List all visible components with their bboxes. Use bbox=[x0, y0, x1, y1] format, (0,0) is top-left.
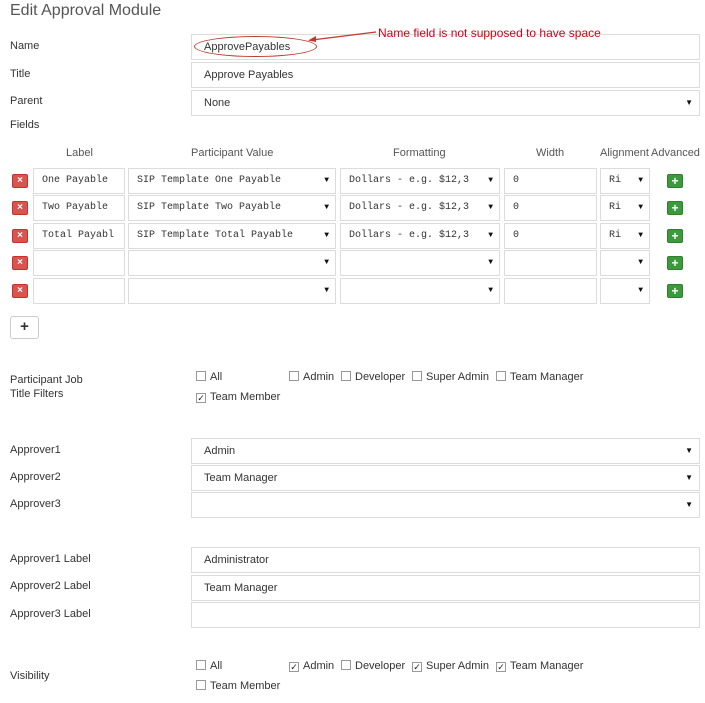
row-alignment-value: Ri bbox=[609, 230, 622, 241]
approver1-label-label: Approver1 Label bbox=[10, 553, 91, 565]
chevron-down-icon: ▼ bbox=[685, 446, 693, 455]
row-formatting-value: Dollars - e.g. $12,3 bbox=[349, 175, 470, 186]
row-formatting-select[interactable] bbox=[340, 195, 500, 221]
delete-row-button[interactable] bbox=[12, 174, 28, 188]
row-participant-select[interactable] bbox=[128, 168, 336, 194]
chevron-down-icon: ▼ bbox=[488, 258, 493, 267]
chevron-down-icon: ▼ bbox=[488, 176, 493, 185]
filter-option-label: Team Manager bbox=[510, 371, 584, 383]
row-formatting-select[interactable] bbox=[340, 168, 500, 194]
name-input[interactable]: ApprovePayables bbox=[191, 34, 700, 60]
filter-option-label: Admin bbox=[303, 371, 335, 383]
col-header-formatting: Formatting bbox=[393, 147, 446, 159]
row-alignment-select[interactable] bbox=[600, 250, 650, 276]
name-label: Name bbox=[10, 40, 40, 52]
filter-option-label: All bbox=[210, 371, 223, 383]
plus-icon: + bbox=[671, 284, 679, 298]
chevron-down-icon: ▼ bbox=[638, 176, 643, 185]
approver1-select[interactable] bbox=[191, 438, 700, 464]
approver2-label-label: Approver2 Label bbox=[10, 580, 91, 592]
x-icon: × bbox=[17, 257, 23, 268]
approver2-select[interactable] bbox=[191, 465, 700, 491]
parent-label: Parent bbox=[10, 95, 43, 107]
chevron-down-icon: ▼ bbox=[638, 231, 643, 240]
filter-checkbox-developer[interactable] bbox=[341, 371, 405, 383]
chevron-down-icon: ▼ bbox=[488, 286, 493, 295]
x-icon: × bbox=[17, 285, 23, 296]
advanced-button[interactable] bbox=[667, 201, 683, 215]
annotation-text: Name field is not supposed to have space bbox=[378, 26, 601, 40]
row-label-input[interactable]: Total Payabl bbox=[33, 223, 125, 249]
chevron-down-icon: ▼ bbox=[638, 258, 643, 267]
filter-checkbox-team-member[interactable] bbox=[196, 391, 280, 403]
approver2-label-input[interactable]: Team Manager bbox=[191, 575, 700, 601]
row-label-input[interactable] bbox=[33, 250, 125, 276]
visibility-checkbox-super-admin[interactable] bbox=[412, 660, 489, 672]
delete-row-button[interactable] bbox=[12, 229, 28, 243]
visibility-option-label: All bbox=[210, 660, 223, 672]
row-participant-value: SIP Template Two Payable bbox=[137, 202, 282, 213]
parent-select[interactable] bbox=[191, 90, 700, 116]
row-participant-select[interactable] bbox=[128, 250, 336, 276]
title-label: Title bbox=[10, 68, 31, 80]
visibility-option-label: Super Admin bbox=[426, 660, 489, 672]
plus-icon: + bbox=[671, 174, 679, 188]
row-alignment-select[interactable] bbox=[600, 223, 650, 249]
title-input[interactable]: Approve Payables bbox=[191, 62, 700, 88]
advanced-button[interactable] bbox=[667, 174, 683, 188]
advanced-button[interactable] bbox=[667, 229, 683, 243]
row-participant-select[interactable] bbox=[128, 278, 336, 304]
checkbox-unchecked-icon bbox=[341, 660, 351, 670]
advanced-button[interactable] bbox=[667, 256, 683, 270]
filter-option-label: Super Admin bbox=[426, 371, 489, 383]
chevron-down-icon: ▼ bbox=[685, 473, 693, 482]
chevron-down-icon: ▼ bbox=[685, 500, 693, 509]
approver3-label: Approver3 bbox=[10, 498, 61, 510]
row-formatting-value: Dollars - e.g. $12,3 bbox=[349, 202, 470, 213]
col-header-label: Label bbox=[66, 147, 93, 159]
checkbox-unchecked-icon bbox=[196, 371, 206, 381]
delete-row-button[interactable] bbox=[12, 201, 28, 215]
filter-checkbox-admin[interactable] bbox=[289, 371, 334, 383]
chevron-down-icon: ▼ bbox=[488, 203, 493, 212]
row-participant-value: SIP Template One Payable bbox=[137, 175, 282, 186]
filter-checkbox-all[interactable] bbox=[196, 371, 222, 383]
row-formatting-select[interactable] bbox=[340, 223, 500, 249]
participant-filters-label-line2: Title Filters bbox=[10, 388, 64, 400]
x-icon: × bbox=[17, 202, 23, 213]
approver1-label: Approver1 bbox=[10, 444, 61, 456]
checkbox-unchecked-icon bbox=[196, 660, 206, 670]
row-alignment-value: Ri bbox=[609, 202, 622, 213]
row-participant-value: SIP Template Total Payable bbox=[137, 230, 294, 241]
visibility-option-label: Team Member bbox=[210, 680, 281, 692]
row-width-input[interactable]: 0 bbox=[504, 168, 597, 194]
x-icon: × bbox=[17, 175, 23, 186]
row-width-input[interactable]: 0 bbox=[504, 195, 597, 221]
col-header-participant-value: Participant Value bbox=[191, 147, 274, 159]
row-alignment-select[interactable] bbox=[600, 168, 650, 194]
parent-select-value: None bbox=[204, 97, 231, 109]
visibility-option-label: Team Manager bbox=[510, 660, 584, 672]
plus-icon: + bbox=[671, 201, 679, 215]
checkbox-unchecked-icon bbox=[412, 371, 422, 381]
chevron-down-icon: ▼ bbox=[324, 286, 329, 295]
advanced-button[interactable] bbox=[667, 284, 683, 298]
col-header-alignment: Alignment bbox=[600, 147, 649, 159]
x-icon: × bbox=[17, 230, 23, 241]
approver2-value: Team Manager bbox=[204, 472, 278, 484]
checkbox-checked-icon: ✓ bbox=[497, 662, 505, 672]
chevron-down-icon: ▼ bbox=[324, 203, 329, 212]
row-label-input[interactable]: One Payable bbox=[33, 168, 125, 194]
visibility-option-label: Admin bbox=[303, 660, 335, 672]
annotation-ellipse bbox=[194, 36, 317, 57]
plus-icon: + bbox=[671, 256, 679, 270]
filter-checkbox-team-manager[interactable] bbox=[496, 371, 583, 383]
col-header-advanced: Advanced bbox=[651, 147, 700, 159]
visibility-checkbox-team-manager[interactable] bbox=[496, 660, 583, 672]
fields-label: Fields bbox=[10, 119, 40, 131]
checkbox-unchecked-icon bbox=[341, 371, 351, 381]
approver1-label-input[interactable]: Administrator bbox=[191, 547, 700, 573]
row-formatting-select[interactable] bbox=[340, 278, 500, 304]
approver3-label-label: Approver3 Label bbox=[10, 608, 91, 620]
visibility-option-label: Developer bbox=[355, 660, 406, 672]
approver3-label-input[interactable] bbox=[191, 602, 700, 628]
plus-icon: + bbox=[671, 229, 679, 243]
row-width-input[interactable] bbox=[504, 250, 597, 276]
plus-icon: + bbox=[20, 318, 29, 335]
participant-filters-label-line1: Participant Job bbox=[10, 374, 83, 386]
chevron-down-icon: ▼ bbox=[324, 231, 329, 240]
row-participant-select[interactable] bbox=[128, 195, 336, 221]
chevron-down-icon: ▼ bbox=[488, 231, 493, 240]
chevron-down-icon: ▼ bbox=[324, 176, 329, 185]
visibility-checkbox-developer[interactable] bbox=[341, 660, 405, 672]
approver1-value: Admin bbox=[204, 445, 236, 457]
checkbox-unchecked-icon bbox=[289, 371, 299, 381]
row-alignment-value: Ri bbox=[609, 175, 622, 186]
row-formatting-value: Dollars - e.g. $12,3 bbox=[349, 230, 470, 241]
row-alignment-select[interactable] bbox=[600, 278, 650, 304]
checkbox-checked-icon: ✓ bbox=[290, 662, 298, 672]
row-width-input[interactable] bbox=[504, 278, 597, 304]
row-label-input[interactable] bbox=[33, 278, 125, 304]
row-alignment-select[interactable] bbox=[600, 195, 650, 221]
visibility-label: Visibility bbox=[10, 670, 50, 682]
chevron-down-icon: ▼ bbox=[685, 98, 693, 107]
row-participant-select[interactable] bbox=[128, 223, 336, 249]
row-label-input[interactable]: Two Payable bbox=[33, 195, 125, 221]
annotation-arrow-icon bbox=[300, 28, 380, 44]
approver2-label: Approver2 bbox=[10, 471, 61, 483]
delete-row-button[interactable] bbox=[12, 284, 28, 298]
row-formatting-select[interactable] bbox=[340, 250, 500, 276]
add-field-row-button[interactable] bbox=[10, 316, 39, 339]
visibility-checkbox-all[interactable] bbox=[196, 660, 222, 672]
visibility-checkbox-team-member[interactable] bbox=[196, 680, 280, 692]
checkbox-unchecked-icon bbox=[496, 371, 506, 381]
filter-option-label: Team Member bbox=[210, 391, 281, 403]
col-header-width: Width bbox=[536, 147, 565, 159]
row-width-input[interactable]: 0 bbox=[504, 223, 597, 249]
visibility-checkbox-admin[interactable] bbox=[289, 660, 334, 672]
chevron-down-icon: ▼ bbox=[638, 286, 643, 295]
page-title: Edit Approval Module bbox=[10, 2, 162, 19]
checkbox-checked-icon: ✓ bbox=[413, 662, 421, 672]
approver3-select[interactable] bbox=[191, 492, 700, 518]
checkbox-checked-icon: ✓ bbox=[197, 393, 205, 403]
checkbox-unchecked-icon bbox=[196, 680, 206, 690]
chevron-down-icon: ▼ bbox=[638, 203, 643, 212]
delete-row-button[interactable] bbox=[12, 256, 28, 270]
filter-checkbox-super-admin[interactable] bbox=[412, 371, 489, 383]
filter-option-label: Developer bbox=[355, 371, 406, 383]
chevron-down-icon: ▼ bbox=[324, 258, 329, 267]
